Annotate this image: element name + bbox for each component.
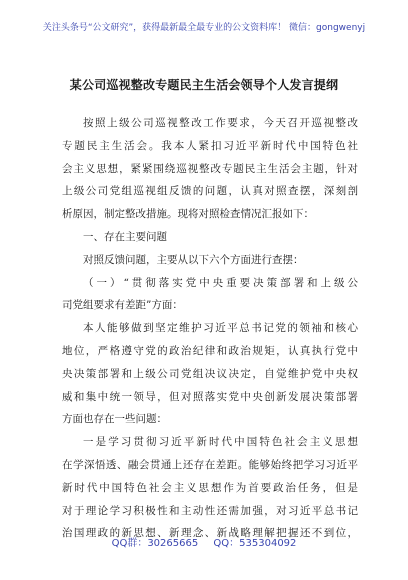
body-line: 析原因，制定整改措施。现将对照检查情况汇报如下： [62,208,314,221]
body-line: 威和集中统一领导，但对照落实党中央创新发展决策部署 [62,390,358,403]
body-line: 司党组要求有差距”方面： [62,299,183,312]
footer [0,534,408,549]
body-line: 方面也存在一些问题： [62,413,167,426]
body-line: 一、存在主要问题 [83,230,167,243]
body-line: 一是学习贯彻习近平新时代中国特色社会主义思想 [83,436,358,449]
header-note: 关注头条号“公文研究”，获得最新最全最专业的公文资料库！ 微信：gongwenyj [42,23,366,33]
body-line: （一）“贯彻落实党中央重要决策部署和上级公 [83,276,358,289]
body-line: 本人能够做到坚定维护习近平总书记党的领袖和核心 [83,322,358,335]
body-line: 对照反馈问题，主要从以下六个方面进行查摆： [83,253,304,266]
footer-qq: QQ：535304092 [213,538,297,549]
document-body [62,112,358,545]
body-line: 新时代中国特色社会主义思想作为首要政治任务，但是 [62,481,358,494]
body-line: 央决策部署和上级公司党组决议决定，自觉维护党中央权 [62,367,358,380]
body-line: 上级公司党组巡视组反馈的问题，认真对照查摆，深刻剖 [62,185,358,198]
body-line: 治国理政的新思想、新理念、新战略理解把握还不到位， [62,527,358,540]
footer-qq-group: QQ群：30265665 [111,538,199,549]
document-title: 某公司巡视整改专题民主生活会领导个人发言提纲 [69,78,339,92]
body-line: 按照上级公司巡视整改工作要求，今天召开巡视整改 [83,117,358,129]
body-line: 在学深悟透、融会贯通上还存在差距。能够始终把学习习近平 [62,458,358,471]
body-line: 地位，严格遵守党的政治纪律和政治规矩，认真执行党中 [62,344,358,357]
body-line: 专题民主生活会。我本人紧扣习近平新时代中国特色社 [62,139,358,152]
body-line: 对于理论学习积极性和主动性还需加强，对习近平总书记 [62,504,358,517]
body-line: 会主义思想，紧紧围绕巡视整改专题民主生活会主题，针对 [62,162,358,175]
